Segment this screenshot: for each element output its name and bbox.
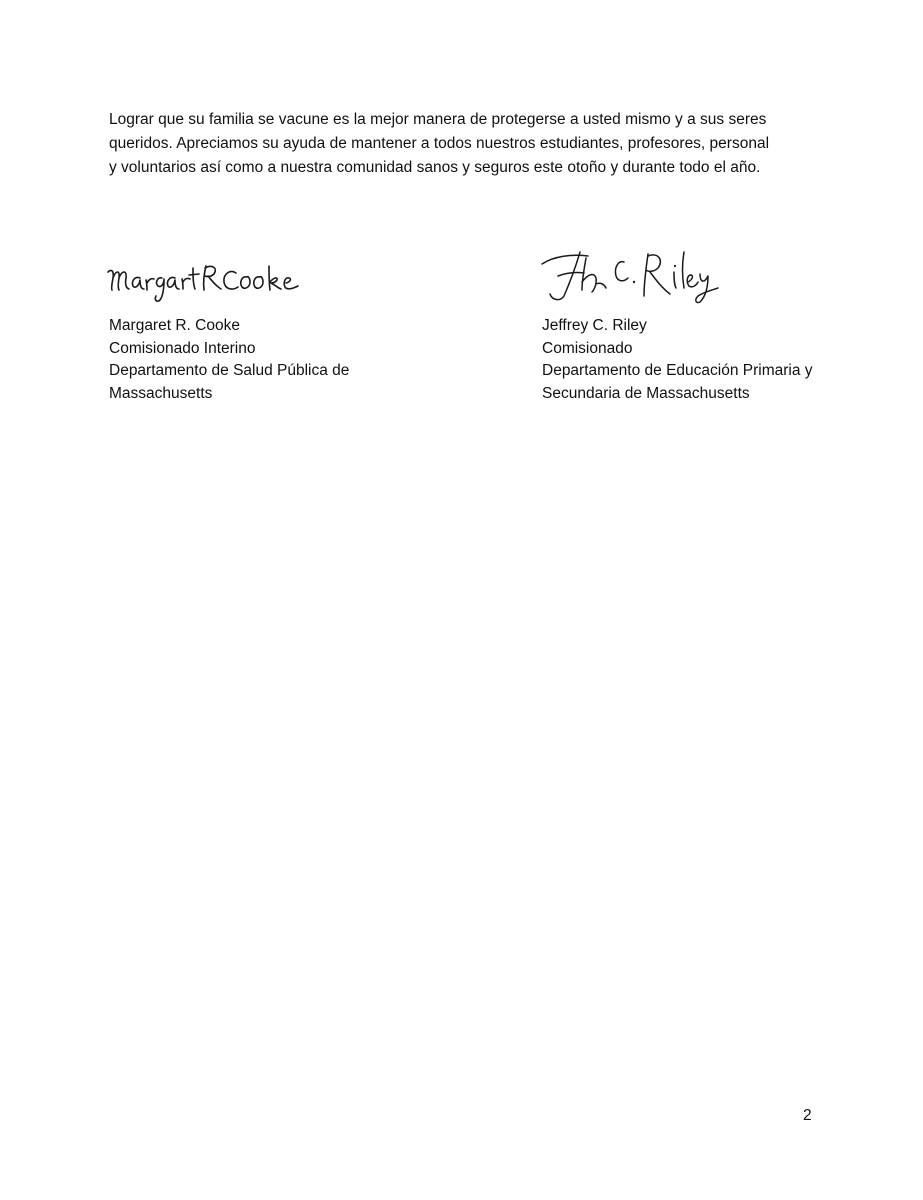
signer-department-line: Massachusetts [109, 384, 213, 402]
signer-block-left [109, 315, 409, 405]
signer-title: Comisionado Interino [109, 339, 256, 357]
closing-paragraph [109, 108, 829, 180]
signature-jeffrey-riley [536, 246, 726, 308]
signer-department-line: Departamento de Educación Primaria y [542, 362, 813, 379]
paragraph-line: Lograr que su familia se vacune es la mejor manera de protegerse a usted mismo y a sus seres [109, 111, 767, 128]
page-number: 2 [803, 1107, 812, 1124]
signer-name: Jeffrey C. Riley [542, 317, 647, 334]
paragraph-line: y voluntarios así como a nuestra comunidad sanos y seguros este otoño y durante todo el año. [109, 159, 761, 176]
paragraph-line: queridos. Apreciamos su ayuda de mantener a todos nuestros estudiantes, profesores, personal [109, 135, 770, 152]
signer-department-line: Secundaria de Massachusetts [542, 384, 750, 402]
signer-name: Margaret R. Cooke [109, 317, 240, 334]
signer-block-right [542, 315, 872, 405]
signature-margaret-cooke [104, 258, 304, 304]
signer-title: Comisionado [542, 339, 633, 357]
signer-department-line: Departamento de Salud Pública de [109, 362, 350, 379]
